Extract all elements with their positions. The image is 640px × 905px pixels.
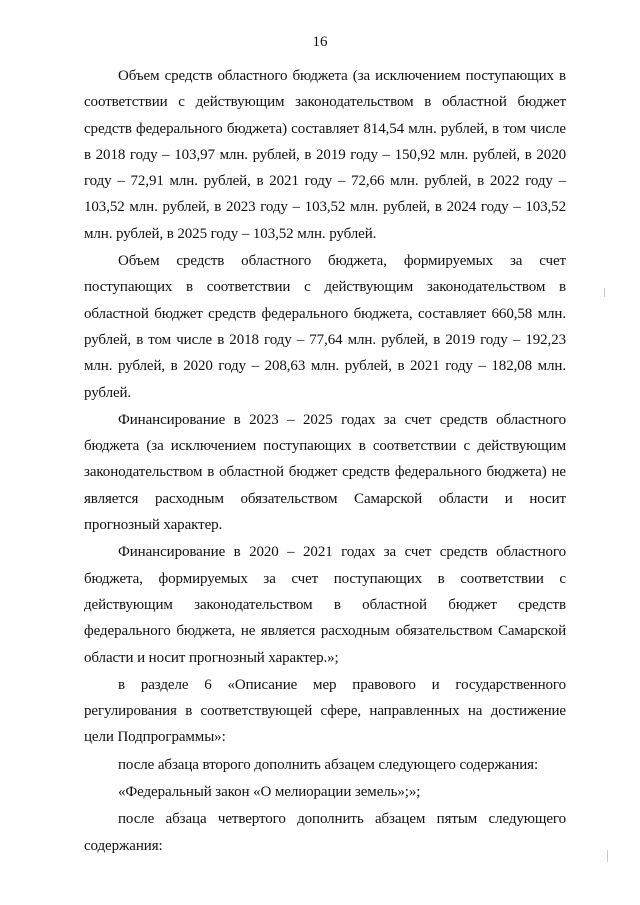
paragraph-federal-funds-volume: Объем средств областного бюджета, формируемых за счет поступающих в соответствии с действующим законодательством в областной бюджет средств федерального бюджета, составляет 660,58 млн. рублей, в том числе в 2018 году – 77,64 млн. рублей, в 2019 году – 192,23 млн. рублей, в 2020 году – 208,63 млн. рублей, в 2021 году – 182,08 млн. рублей.: [84, 253, 566, 401]
paragraph-after-fourth-abzac: после абзаца четвертого дополнить абзацем пятым следующего содержания:: [84, 811, 566, 854]
paragraph-financing-2023-2025: Финансирование в 2023 – 2025 годах за счет средств областного бюджета (за исключением поступающих в соответствии с действующим законодательством в областной бюджет средств федерального бюджета) не является расходным обязательством Самарской области и носит прогнозный характер.: [84, 411, 566, 534]
paragraph-after-second-abzac: после абзаца второго дополнить абзацем следующего содержания:: [118, 756, 539, 773]
paragraph-section-6-amendment: в разделе 6 «Описание мер правового и государственного регулирования в соответствующей сфере, направленных на достижение цели Подпрограммы»:: [84, 676, 566, 746]
page-number: 16: [312, 34, 328, 50]
paragraph-regional-budget-volume: Объем средств областного бюджета (за исключением поступающих в соответствии с действующим законодательством в областной бюджет средств федерального бюджета) составляет 814,54 млн. рублей, в том числе в 2018 году – 103,97 млн. рублей, в 2019 году – 150,92 млн. рублей, в 2020 году – 72,91 млн. рублей, в 2021 году – 72,66 млн. рублей, в 2022 году – 103,52 млн. рублей, в 2023 году – 103,52 млн. рублей, в 2024 году – 103,52 млн. рублей, в 2025 году – 103,52 млн. рублей.: [84, 68, 566, 242]
document-body: [84, 63, 566, 859]
scan-mark: [604, 288, 605, 297]
scan-mark: [607, 850, 608, 862]
paragraph-federal-law-reference: «Федеральный закон «О мелиорации земель»;»;: [118, 784, 421, 801]
paragraph-financing-2020-2021: Финансирование в 2020 – 2021 годах за счет средств областного бюджета, формируемых за счет поступающих в соответствии с действующим законодательством в областной бюджет средств федерального бюджета, не является расходным обязательством Самарской области и носит прогнозный характер.»;: [84, 544, 566, 666]
